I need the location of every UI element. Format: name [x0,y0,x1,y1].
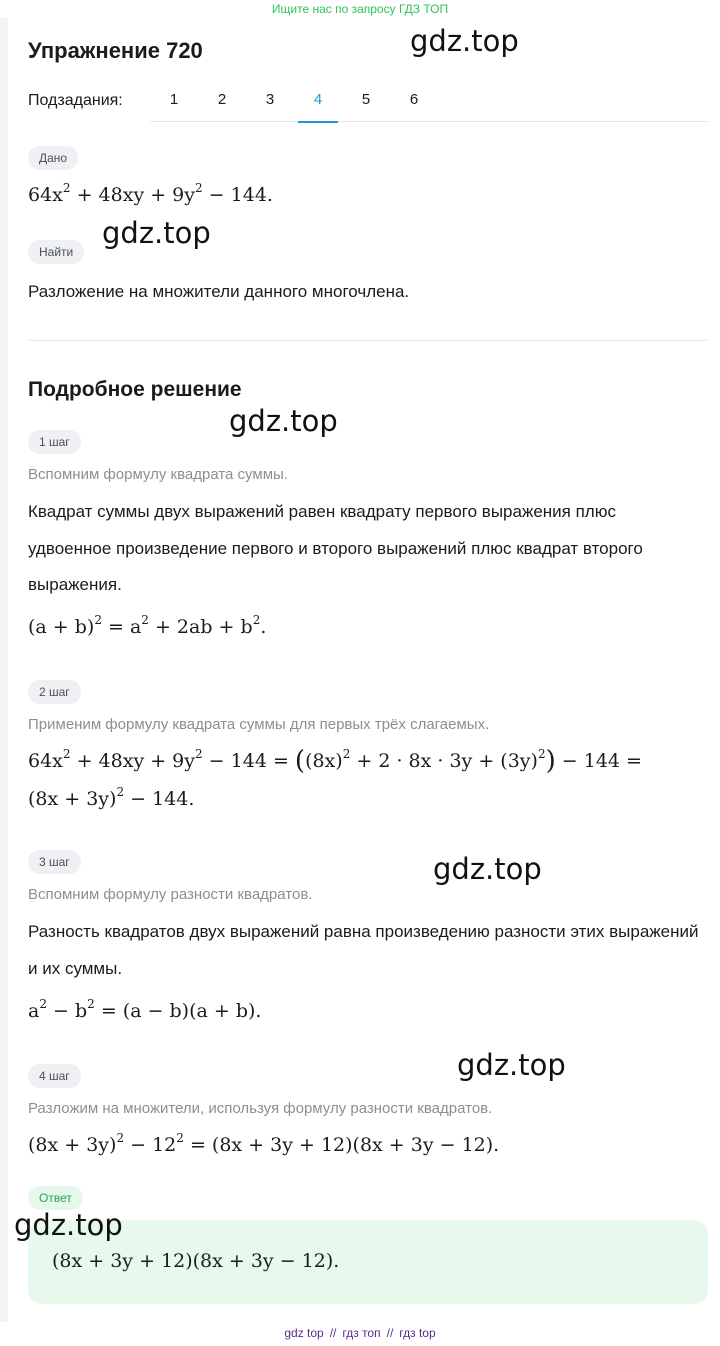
tab-subtask-1[interactable]: 1 [169,91,179,108]
step-3-hint: Вспомним формулу разности квадратов. [28,886,313,903]
footer-separator: // [329,1326,337,1340]
given-badge: Дано [28,146,78,170]
tab-subtask-4[interactable]: 4 [294,82,342,122]
step-3-formula: $a^2 - b^2 = (a - b)(a + b)$. [28,997,262,1022]
footer-separator: // [386,1326,394,1340]
footer-link[interactable]: гдз top [399,1326,436,1340]
watermark: gdz.top [433,852,542,886]
step-1-hint: Вспомним формулу квадрата суммы. [28,466,288,483]
step-2-badge: 2 шаг [28,680,81,704]
left-rule [0,18,8,1322]
watermark: gdz.top [410,24,519,58]
exercise-card [8,18,720,1322]
footer-link[interactable]: гдз топ [342,1326,381,1340]
tab-subtask-6[interactable]: 6 [409,91,419,108]
answer-expression: (8x + 3y + 12)(8x + 3y − 12). [52,1250,340,1272]
subtasks-label: Подзадания: [28,92,123,109]
watermark: gdz.top [14,1208,123,1242]
step-3-badge: 3 шаг [28,850,81,874]
top-banner[interactable]: Ищите нас по запросу ГДЗ ТОП [271,2,449,16]
watermark: gdz.top [102,216,211,250]
step-1-badge: 1 шаг [28,430,81,454]
step-2-formula-line-1: $64x^2 + 48xy + 9y^2 - 144 = ((8x)^2 + 2 \cdot 8x \cdot 3y + (3y)^2) - 144$ = [28,746,642,776]
divider [28,340,708,341]
step-1-formula: $(a + b)^2 = a^2 + 2ab + b^2$. [28,613,267,638]
tab-subtask-2[interactable]: 2 [217,91,227,108]
answer-badge: Ответ [28,1186,83,1210]
watermark: gdz.top [229,404,338,438]
tab-subtask-3[interactable]: 3 [265,91,275,108]
step-2-formula-line-2: $(8x + 3y)^2 - 144$. [28,785,195,810]
step-4-hint: Разложим на множители, используя формулу разности квадратов. [28,1100,493,1117]
given-expression: $64x^2 + 48xy + 9y^2 - 144$. [28,181,273,206]
find-badge: Найти [28,240,84,264]
step-2-hint: Применим формулу квадрата суммы для первых трёх слагаемых. [28,716,490,733]
footer [0,1324,720,1342]
step-4-badge: 4 шаг [28,1064,81,1088]
find-text: Разложение на множители данного многочлена. [28,282,410,301]
solution-title: Подробное решение [28,378,242,401]
watermark: gdz.top [457,1048,566,1082]
page-title: Упражнение 720 [28,38,203,63]
tab-subtask-5[interactable]: 5 [361,91,371,108]
step-4-formula: $(8x + 3y)^2 - 12^2 = (8x + 3y + 12)(8x + 3y - 12)$. [28,1131,500,1156]
subtasks-tabs [150,82,708,122]
step-3-text: Разность квадратов двух выражений равна произведению разности этих выражений и их суммы. [28,922,699,978]
footer-link[interactable]: gdz top [284,1326,324,1340]
answer-box [28,1220,708,1304]
step-1-text: Квадрат суммы двух выражений равен квадрату первого выражения плюс удвоенное произведение первого и второго выражений плюс квадрат второго выражения. [28,502,643,594]
